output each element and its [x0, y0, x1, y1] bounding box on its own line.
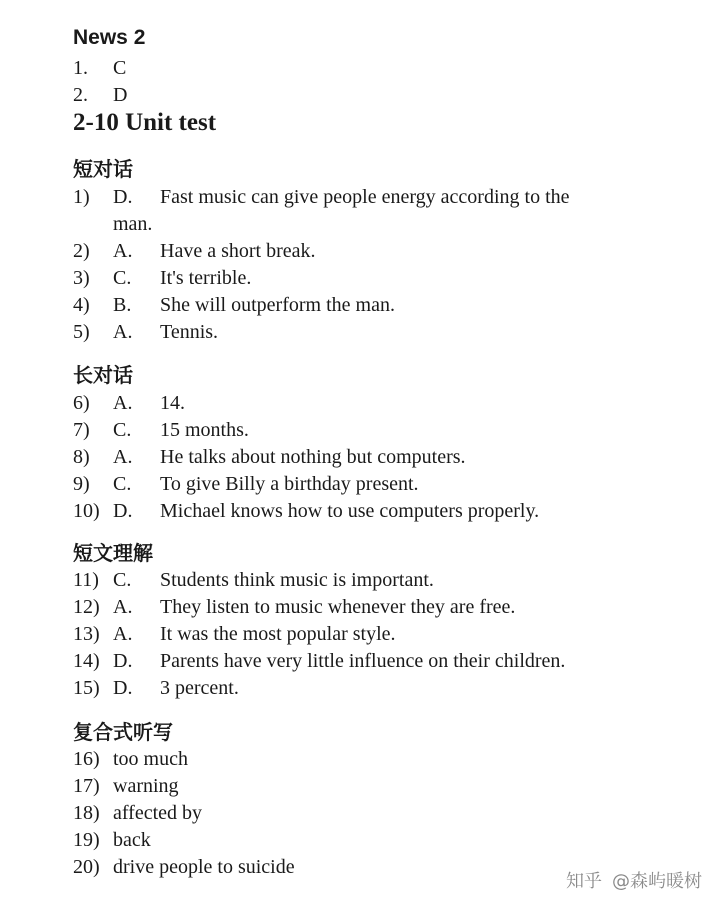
answer-row: [73, 567, 434, 593]
item-number: 6): [73, 392, 90, 414]
news2-title: News 2: [73, 26, 146, 49]
answer-row: [73, 319, 218, 345]
answer-row: [73, 265, 251, 291]
item-letter: C.: [113, 569, 132, 591]
item-text: back: [113, 829, 151, 851]
answer-row: [73, 800, 202, 826]
item-text: Parents have very little influence on their children.: [160, 650, 566, 672]
item-letter: C: [113, 57, 127, 79]
item-text: drive people to suicide: [113, 856, 295, 878]
item-letter: D: [113, 84, 128, 106]
answer-row: [73, 471, 419, 497]
item-number: 5): [73, 321, 90, 343]
item-number: 2.: [73, 84, 88, 106]
item-text: 14.: [160, 392, 185, 414]
item-text: 3 percent.: [160, 677, 239, 699]
item-letter: A.: [113, 596, 133, 618]
item-text: To give Billy a birthday present.: [160, 473, 419, 495]
item-text: too much: [113, 748, 188, 770]
item-letter: C.: [113, 267, 132, 289]
news2-item: [73, 55, 126, 81]
item-number: 20): [73, 856, 100, 878]
section-heading-short-dialogues: 短对话: [73, 157, 133, 181]
item-text: Michael knows how to use computers properly.: [160, 500, 540, 522]
unit-test-title: 2-10 Unit test: [73, 109, 217, 136]
item-letter: D.: [113, 500, 133, 522]
item-number: 1): [73, 186, 90, 208]
item-letter: D.: [113, 186, 133, 208]
item-letter: A.: [113, 623, 133, 645]
item-number: 11): [73, 569, 99, 591]
item-text: He talks about nothing but computers.: [160, 446, 466, 468]
answer-row: [73, 675, 239, 701]
item-letter: B.: [113, 294, 132, 316]
item-letter: D.: [113, 677, 133, 699]
answer-row: [73, 648, 565, 674]
item-number: 1.: [73, 57, 88, 79]
item-text: She will outperform the man.: [160, 294, 395, 316]
item-letter: A.: [113, 392, 133, 414]
answer-row: [73, 417, 249, 443]
item-letter: A.: [113, 240, 133, 262]
item-text: warning: [113, 775, 179, 797]
answer-row: [73, 594, 515, 620]
watermark: [566, 867, 702, 893]
news2-item: [73, 82, 127, 108]
section-heading-compound-dictation: 复合式听写: [73, 720, 173, 744]
answer-row: [73, 498, 539, 524]
answer-row: [73, 184, 570, 210]
section-heading-long-dialogues: 长对话: [73, 363, 133, 387]
answer-row: [73, 773, 179, 799]
item-number: 13): [73, 623, 100, 645]
item-text: Fast music can give people energy according to the: [160, 186, 570, 208]
item-letter: A.: [113, 446, 133, 468]
item-number: 3): [73, 267, 90, 289]
item-number: 9): [73, 473, 90, 495]
item-text-continuation: man.: [113, 213, 153, 235]
item-number: 2): [73, 240, 90, 262]
item-number: 8): [73, 446, 90, 468]
item-text: affected by: [113, 802, 203, 824]
section-heading-passage-comprehension: 短文理解: [73, 541, 153, 565]
item-number: 16): [73, 748, 100, 770]
answer-row: [73, 827, 151, 853]
item-number: 15): [73, 677, 100, 699]
item-number: 10): [73, 500, 100, 522]
item-letter: C.: [113, 419, 132, 441]
item-letter: C.: [113, 473, 132, 495]
answer-row: [73, 746, 188, 772]
item-number: 7): [73, 419, 90, 441]
item-number: 14): [73, 650, 100, 672]
item-text: It's terrible.: [160, 267, 252, 289]
answer-row: [73, 390, 185, 416]
answer-row: [73, 854, 295, 880]
item-number: 12): [73, 596, 100, 618]
answer-row: [73, 621, 396, 647]
item-letter: D.: [113, 650, 133, 672]
item-text: 15 months.: [160, 419, 249, 441]
item-text: Have a short break.: [160, 240, 316, 262]
answer-row: [73, 238, 316, 264]
answer-row: [73, 292, 395, 318]
item-number: 4): [73, 294, 90, 316]
item-number: 17): [73, 775, 100, 797]
item-text: Students think music is important.: [160, 569, 434, 591]
answer-row: [73, 444, 466, 470]
item-letter: A.: [113, 321, 133, 343]
item-text: Tennis.: [160, 321, 219, 343]
watermark-site: 知乎: [566, 871, 602, 892]
item-text: It was the most popular style.: [160, 623, 396, 645]
watermark-author: @森屿暖树: [612, 871, 702, 892]
item-text: They listen to music whenever they are free.: [160, 596, 516, 618]
item-number: 18): [73, 802, 100, 824]
item-number: 19): [73, 829, 100, 851]
